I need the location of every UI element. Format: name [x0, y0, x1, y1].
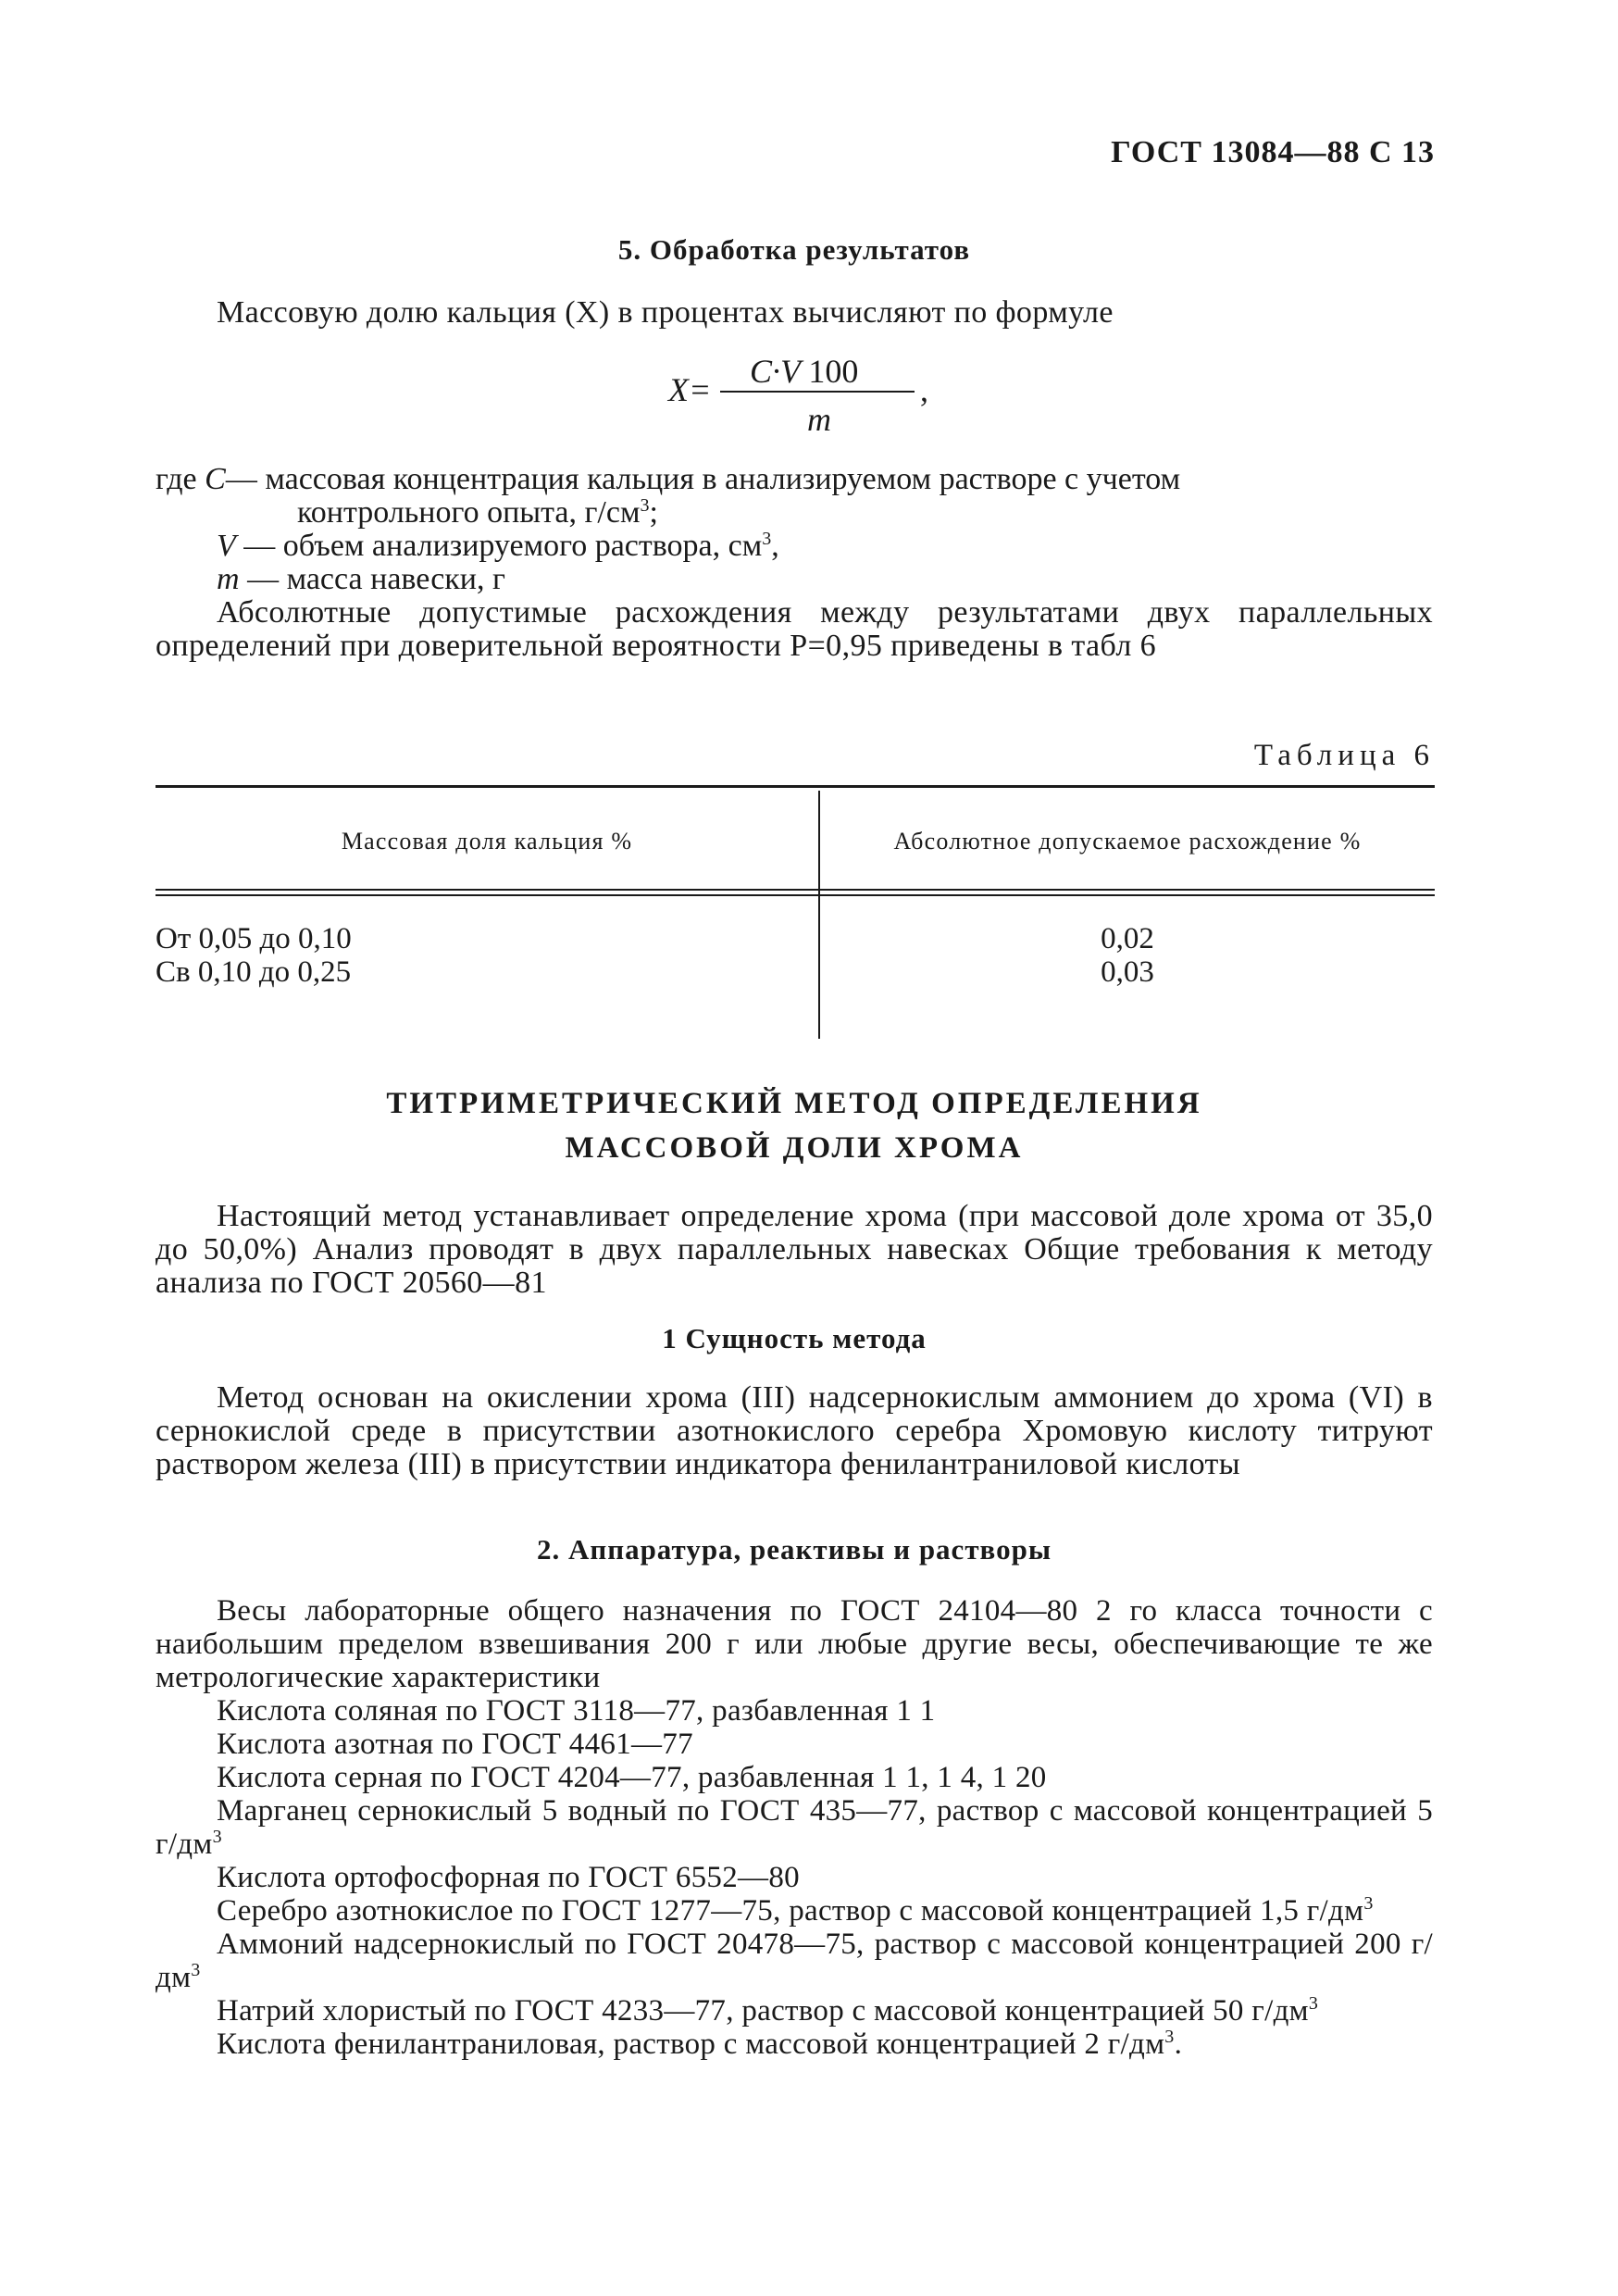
definition-symbol: V: [217, 529, 236, 563]
method-title-line: ТИТРИМЕТРИЧЕСКИЙ МЕТОД ОПРЕДЕЛЕНИЯ: [386, 1087, 1202, 1120]
superscript: 3: [762, 529, 772, 549]
formula-numerator-const: 100: [808, 353, 859, 390]
punctuation: ,: [771, 529, 779, 563]
definition-m: [156, 563, 1433, 596]
table-header-cell: Массовая доля кальция %: [341, 828, 633, 855]
formula-intro: Массовую долю кальция (X) в процентах вычисляют по формуле: [217, 295, 1114, 330]
formula-numerator-vars: C·V: [750, 353, 801, 390]
list-item-text: Кислота серная по ГОСТ 4204—77, разбавленная 1 1, 1 4, 1 20: [217, 1761, 1047, 1794]
section-2-title: 2. Аппаратура, реактивы и растворы: [536, 1533, 1052, 1566]
definition-symbol: m: [217, 562, 240, 596]
reagent-list: [156, 1594, 1433, 2061]
list-item: [156, 1861, 1433, 1894]
punctuation: .: [1174, 2028, 1183, 2061]
punctuation: ;: [649, 495, 658, 530]
definition-c: [156, 463, 1433, 496]
list-item-text: Кислота соляная по ГОСТ 3118—77, разбавленная 1 1: [217, 1694, 936, 1728]
definition-text: — массовая концентрация кальция в анализируемом растворе с учетом: [225, 462, 1181, 496]
table-cell: Св 0,10 до 0,25: [156, 955, 352, 989]
superscript: 3: [1363, 1893, 1374, 1914]
table-header-cell: Абсолютное допускаемое расхождение %: [893, 828, 1362, 855]
formula-denominator: m: [807, 401, 831, 438]
list-item: [156, 1694, 1433, 1728]
list-item-text: Кислота ортофосфорная по ГОСТ 6552—80: [217, 1861, 800, 1894]
formula-lhs: X=: [668, 371, 712, 408]
superscript: 3: [1164, 2027, 1175, 2047]
table-cell: От 0,05 до 0,10: [156, 922, 352, 955]
formula-numerator: [750, 352, 858, 391]
table-cell: 0,03: [1101, 955, 1154, 989]
section-1-text: Метод основан на окислении хрома (III) надсернокислым аммонием до хрома (VI) в сернокислой среде в присутствии азотнокислого серебра Хромовую кислоту титруют раствором железа (III) в присутствии индикатора фенилантраниловой кислоты: [156, 1380, 1433, 1481]
definition-c-continued: [156, 496, 1433, 530]
definition-symbol: C: [205, 462, 226, 496]
method-intro: Настоящий метод устанавливает определение хрома (при массовой доле хрома от 35,0 до 50,0%) Анализ проводят в двух параллельных навесках Общие требования к методу анализа по ГОСТ 20560—81: [156, 1199, 1433, 1300]
list-item: [156, 1894, 1433, 1928]
table-cell: 0,02: [1101, 922, 1154, 955]
definition-text: контрольного опыта, г/см: [297, 495, 641, 530]
list-item: [156, 1928, 1433, 1994]
formula: [668, 352, 946, 444]
definition-text: — объем анализируемого раствора, см: [235, 529, 763, 563]
section-1-title: 1 Сущность метода: [662, 1322, 927, 1354]
superscript: 3: [1308, 1993, 1319, 2014]
list-item: [156, 1794, 1433, 1861]
list-item-text: Аммоний надсернокислый по ГОСТ 20478—75, раствор с массовой концентрацией 200 г/дм: [156, 1928, 1433, 1994]
page-header: ГОСТ 13084—88 С 13: [1111, 135, 1435, 169]
fraction-bar: [720, 391, 915, 393]
method-title-line: МАССОВОЙ ДОЛИ ХРОМА: [565, 1131, 1024, 1165]
list-item-text: Кислота азотная по ГОСТ 4461—77: [217, 1728, 693, 1761]
superscript: 3: [191, 1960, 201, 1980]
list-item-text: Марганец сернокислый 5 водный по ГОСТ 435—77, раствор с массовой концентрацией 5 г/дм: [156, 1794, 1433, 1861]
method-title: [156, 1081, 1433, 1170]
list-item: [156, 1761, 1433, 1794]
table-header-rule: [156, 889, 1435, 891]
table-caption: Таблица 6: [1253, 739, 1435, 772]
superscript: 3: [212, 1827, 222, 1847]
list-item: [156, 1728, 1433, 1761]
list-item: [156, 2028, 1433, 2061]
variable-definitions: [156, 463, 1433, 663]
section-5-title: 5. Обработка результатов: [617, 233, 971, 266]
list-item-text: Кислота фенилантраниловая, раствор с массовой концентрацией 2 г/дм: [217, 2028, 1165, 2061]
table-top-rule: [156, 785, 1435, 788]
formula-trail: ,: [920, 371, 928, 408]
list-item-text: Натрий хлористый по ГОСТ 4233—77, раствор с массовой концентрацией 50 г/дм: [217, 1994, 1309, 2028]
list-item: [156, 1994, 1433, 2028]
definition-text: — масса навески, г: [239, 562, 505, 596]
list-item-text: Весы лабораторные общего назначения по ГОСТ 24104—80 2 го класса точности с наибольшим пределом взвешивания 200 г или любые другие весы, обеспечивающие те же метрологические характеристики: [156, 1594, 1433, 1694]
list-item: [156, 1594, 1433, 1694]
superscript: 3: [640, 495, 650, 516]
list-item-text: Серебро азотнокислое по ГОСТ 1277—75, раствор с массовой концентрацией 1,5 г/дм: [217, 1894, 1364, 1928]
definition-v: [156, 530, 1433, 563]
tolerance-text: Абсолютные допустимые расхождения между результатами двух параллельных определений при доверительной вероятности P=0,95 приведены в табл 6: [156, 595, 1433, 663]
table-6: [156, 785, 1435, 1039]
table-header-rule: [156, 894, 1435, 896]
definition-lead: где: [156, 462, 205, 496]
